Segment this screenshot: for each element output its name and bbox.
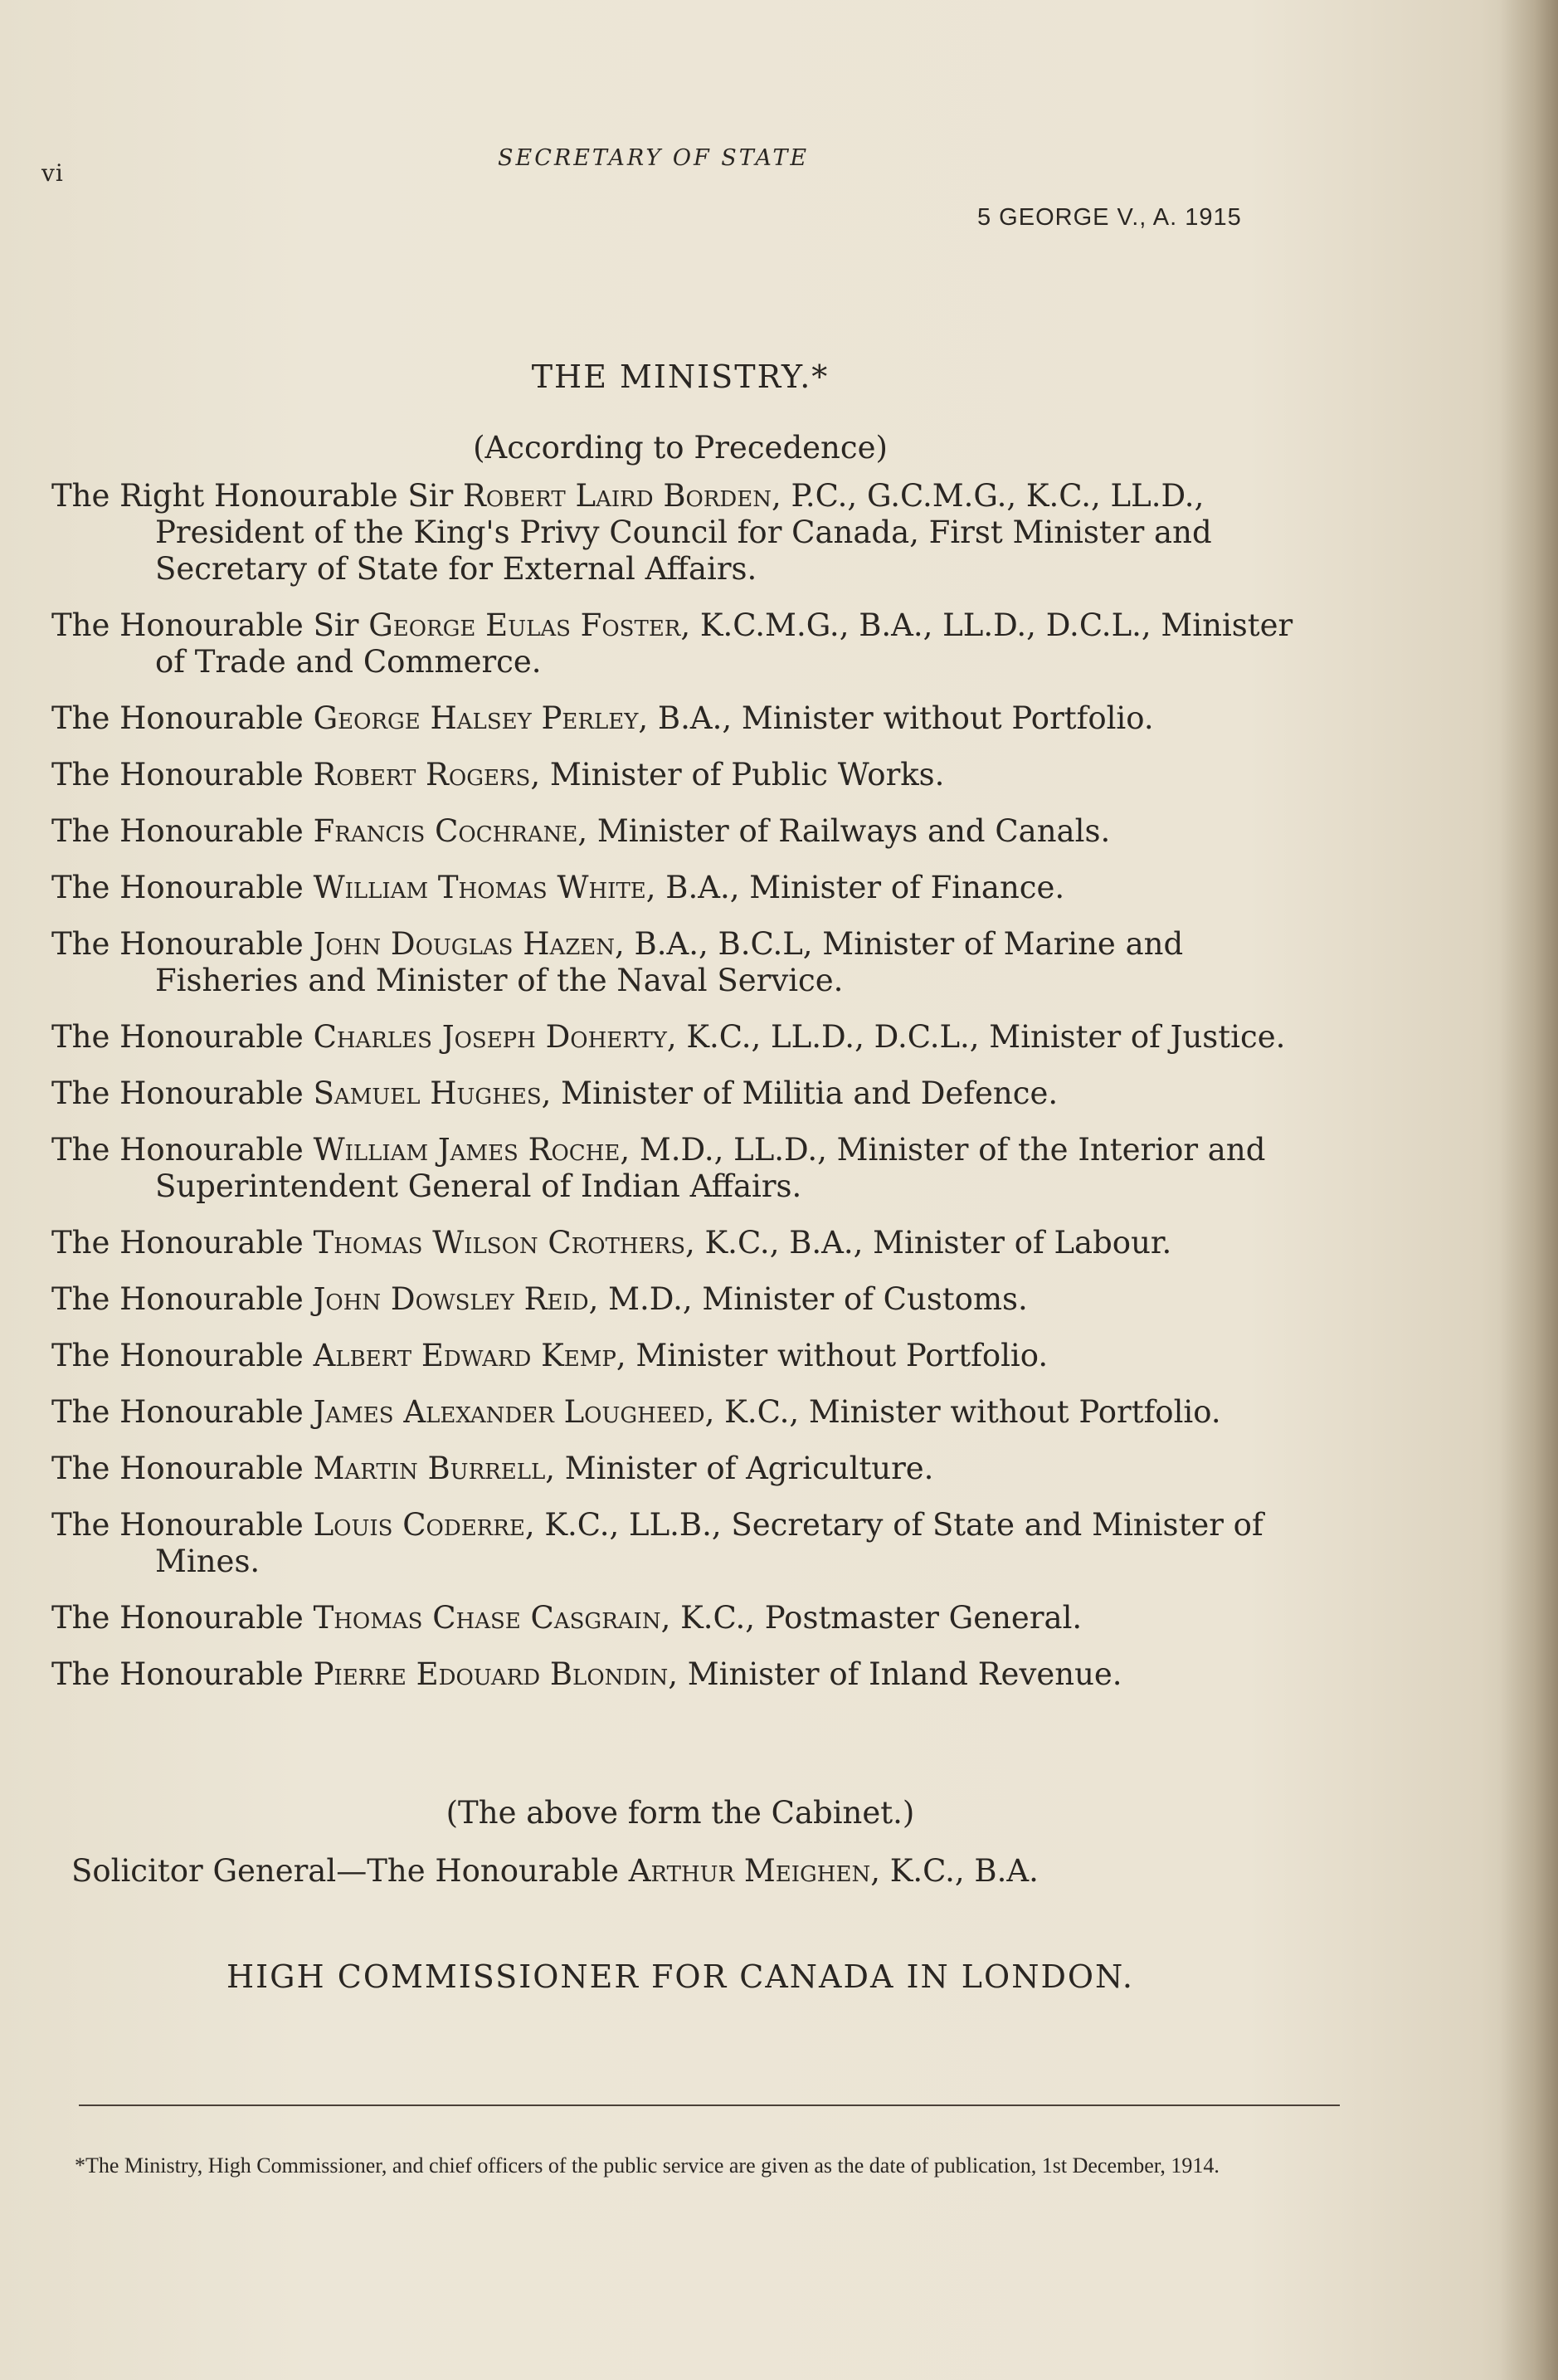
footnote-divider	[79, 2104, 1340, 2106]
ministry-entry: The Honourable Thomas Wilson Crothers, K.C., B.A., Minister of Labour.	[51, 1225, 1172, 1261]
ministry-entry: The Honourable William Thomas White, B.A., Minister of Finance.	[51, 870, 1065, 905]
page-number: vi	[41, 159, 64, 187]
ministry-entry: The Right Honourable Sir Robert Laird Borden, P.C., G.C.M.G., K.C., LL.D., President of the King's Privy Council for Canada, First Minister and Secretary of State for External Affairs.	[51, 478, 1212, 587]
ministry-entry: The Honourable William James Roche, M.D., LL.D., Minister of the Interior and Superintendent General of Indian Affairs.	[51, 1132, 1266, 1204]
ministry-entry: The Honourable John Dowsley Reid, M.D., Minister of Customs.	[51, 1281, 1028, 1317]
ministry-entry: The Honourable Louis Coderre, K.C., LL.B., Secretary of State and Minister of Mines.	[51, 1507, 1263, 1579]
solicitor-general-entry: Solicitor General—The Honourable Arthur Meighen, K.C., B.A.	[71, 1853, 1039, 1889]
regnal-year: 5 GEORGE V., A. 1915	[977, 204, 1242, 231]
ministry-entry: The Honourable Albert Edward Kemp, Minister without Portfolio.	[51, 1338, 1049, 1373]
ministry-entry: The Honourable Francis Cochrane, Minister of Railways and Canals.	[51, 813, 1111, 849]
ministry-entry: The Honourable John Douglas Hazen, B.A., B.C.L, Minister of Marine and Fisheries and Minister of the Naval Service.	[51, 926, 1184, 998]
page-title: THE MINISTRY.*	[531, 358, 830, 395]
ministry-list	[51, 478, 1321, 1713]
ministry-entry: The Honourable Sir George Eulas Foster, K.C.M.G., B.A., LL.D., D.C.L., Minister of Trade and Commerce.	[51, 607, 1293, 680]
footnote: *The Ministry, High Commissioner, and chief officers of the public service are given as the date of publication, 1st December, 1914.	[75, 2153, 1220, 2178]
running-head: SECRETARY OF STATE	[498, 145, 810, 171]
ministry-entry: The Honourable Martin Burrell, Minister of Agriculture.	[51, 1451, 934, 1486]
ministry-entry: The Honourable James Alexander Lougheed, K.C., Minister without Portfolio.	[51, 1394, 1221, 1430]
ministry-entry: The Honourable Pierre Edouard Blondin, Minister of Inland Revenue.	[51, 1656, 1122, 1692]
page-subtitle: (According to Precedence)	[473, 430, 888, 466]
ministry-entry: The Honourable Thomas Chase Casgrain, K.C., Postmaster General.	[51, 1600, 1083, 1636]
page-edge-shadow	[1500, 0, 1558, 2380]
ministry-entry: The Honourable Robert Rogers, Minister of Public Works.	[51, 757, 945, 793]
ministry-entry: The Honourable Charles Joseph Doherty, K.C., LL.D., D.C.L., Minister of Justice.	[51, 1019, 1286, 1055]
section-heading: HIGH COMMISSIONER FOR CANADA IN LONDON.	[226, 1958, 1134, 1995]
cabinet-note: (The above form the Cabinet.)	[445, 1795, 915, 1831]
ministry-entry: The Honourable George Halsey Perley, B.A., Minister without Portfolio.	[51, 700, 1154, 736]
ministry-entry: The Honourable Samuel Hughes, Minister of Militia and Defence.	[51, 1075, 1059, 1111]
